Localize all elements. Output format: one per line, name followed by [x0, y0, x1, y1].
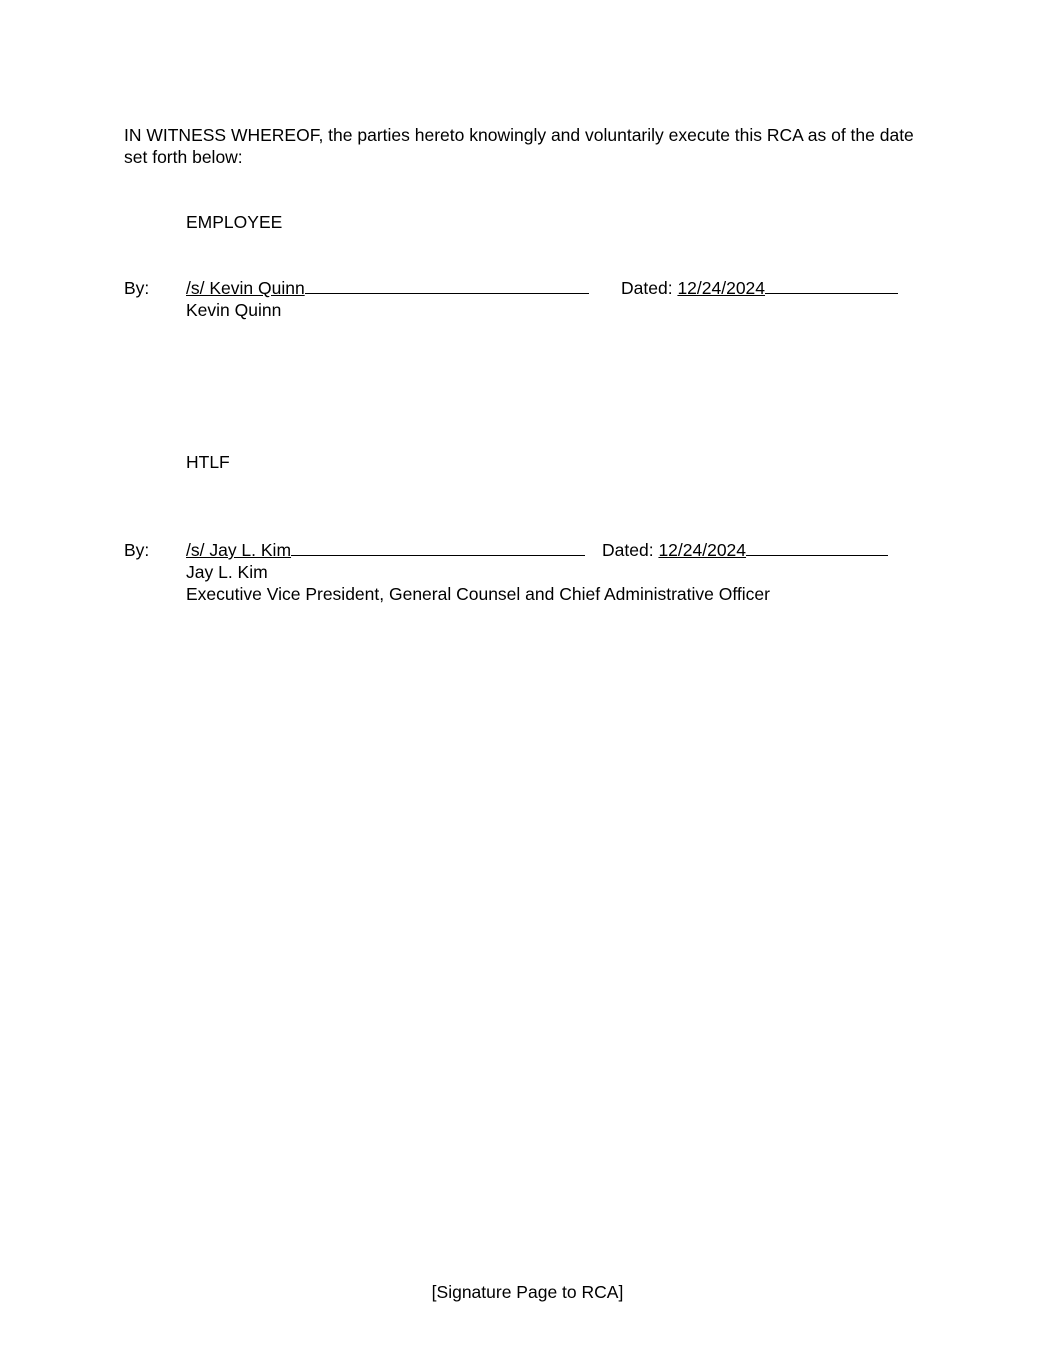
- employee-signature-line: [186, 277, 589, 299]
- employee-dated-label: Dated:: [621, 278, 673, 298]
- page-footer: [Signature Page to RCA]: [431, 1282, 624, 1302]
- witness-clause: IN WITNESS WHEREOF, the parties hereto knowingly and voluntarily execute this RCA as of the date set forth below:: [124, 125, 914, 167]
- employee-dated-line: [621, 277, 898, 299]
- company-date-blank: [746, 539, 888, 556]
- company-heading: HTLF: [186, 452, 230, 472]
- employee-heading: EMPLOYEE: [186, 212, 283, 232]
- employee-by-label: By:: [124, 278, 150, 298]
- employee-printed-name: Kevin Quinn: [186, 300, 282, 320]
- company-by-label: By:: [124, 540, 150, 560]
- company-dated-line: [602, 539, 888, 561]
- employee-date: 12/24/2024: [677, 278, 766, 298]
- company-signature: /s/ Jay L. Kim: [186, 540, 292, 560]
- company-signature-blank: [291, 539, 585, 556]
- company-date: 12/24/2024: [658, 540, 747, 560]
- employee-signature: /s/ Kevin Quinn: [186, 278, 305, 298]
- company-signature-line: [186, 539, 585, 561]
- company-printed-name: Jay L. Kim: [186, 562, 268, 582]
- company-signatory-title: Executive Vice President, General Counsel and Chief Administrative Officer: [186, 584, 770, 604]
- company-dated-label: Dated:: [602, 540, 654, 560]
- employee-date-blank: [765, 277, 898, 294]
- employee-signature-blank: [305, 277, 589, 294]
